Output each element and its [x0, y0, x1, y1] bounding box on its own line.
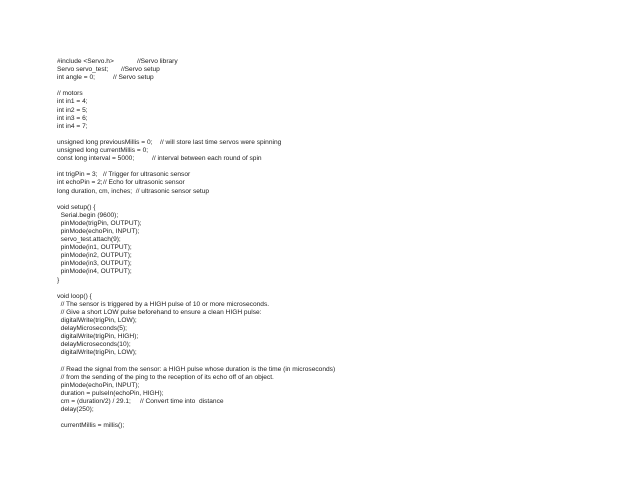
code-line [57, 115, 617, 123]
code-text: pinMode(echoPin, INPUT); [57, 227, 140, 235]
code-line [57, 66, 617, 74]
code-line [57, 398, 617, 406]
code-text: digitalWrite(trigPin, HIGH); [57, 333, 139, 341]
code-comment: // Echo for ultrasonic sensor [103, 179, 185, 187]
code-line [57, 366, 617, 374]
code-line [57, 406, 617, 414]
code-line [57, 317, 617, 325]
code-line [57, 414, 617, 422]
code-line [57, 268, 617, 276]
code-listing [57, 58, 617, 430]
code-comment: //Servo library [137, 58, 178, 65]
code-line [57, 349, 617, 357]
code-line [57, 244, 617, 252]
code-comment: // will store last time servos were spinning [160, 138, 282, 146]
code-line [57, 333, 617, 341]
code-comment: // Trigger for ultrasonic sensor [103, 171, 191, 179]
code-text: currentMillis = millis(); [57, 422, 125, 430]
code-text: // motors [57, 90, 83, 98]
code-line [57, 98, 617, 106]
code-text: unsigned long previousMillis = 0; [57, 138, 153, 146]
code-text: int in2 = 5; [57, 106, 88, 114]
code-line [57, 422, 617, 430]
code-text: void setup() { [57, 203, 96, 211]
code-text: int in4 = 7; [57, 122, 88, 130]
code-line [57, 220, 617, 228]
code-line [57, 374, 617, 382]
code-text: } [57, 276, 60, 284]
code-line [57, 82, 617, 90]
code-text: pinMode(in2, OUTPUT); [57, 252, 132, 260]
code-text: digitalWrite(trigPin, LOW); [57, 317, 137, 324]
code-comment: // Servo setup [113, 74, 154, 82]
code-line [57, 196, 617, 204]
code-line [57, 58, 617, 66]
code-line [57, 382, 617, 390]
code-line [57, 260, 617, 268]
code-line [57, 236, 617, 244]
code-line [57, 357, 617, 365]
code-text: // Read the signal from the sensor: a HIGH pulse whose duration is the time (in microseconds) [57, 365, 336, 373]
code-line [57, 179, 617, 187]
code-text: Serial.begin (9600); [57, 211, 119, 219]
code-text: const long interval = 5000; [57, 155, 135, 163]
code-line [57, 131, 617, 139]
code-text: int trigPin = 3; [57, 171, 98, 179]
code-line [57, 285, 617, 293]
code-text: #include <Servo.h> [57, 58, 114, 65]
code-text: // The sensor is triggered by a HIGH pulse of 10 or more microseconds. [57, 300, 270, 308]
code-comment: // interval between each round of spin [152, 155, 262, 163]
code-text: // Give a short LOW pulse beforehand to ensure a clean HIGH pulse: [57, 308, 262, 316]
code-text: // from the sending of the ping to the reception of its echo off of an object. [57, 373, 274, 381]
code-line [57, 188, 617, 196]
code-text: int in3 = 6; [57, 114, 88, 122]
code-text: int in1 = 4; [57, 98, 88, 106]
code-comment: //Servo setup [121, 66, 160, 74]
code-line [57, 252, 617, 260]
code-text: Servo servo_test; [57, 66, 109, 74]
code-text: pinMode(in1, OUTPUT); [57, 244, 132, 252]
code-text: unsigned long currentMillis = 0; [57, 147, 149, 155]
code-text: long duration, cm, inches; // ultrasonic sensor setup [57, 187, 210, 195]
code-line [57, 293, 617, 301]
code-text: pinMode(echoPin, INPUT); [57, 381, 140, 389]
code-text: delay(250); [57, 406, 94, 414]
code-line [57, 301, 617, 309]
code-line [57, 341, 617, 349]
code-line [57, 204, 617, 212]
code-line [57, 277, 617, 285]
code-line [57, 74, 617, 82]
code-text: pinMode(in3, OUTPUT); [57, 260, 132, 268]
code-text: pinMode(trigPin, OUTPUT); [57, 219, 142, 227]
code-text: digitalWrite(trigPin, LOW); [57, 349, 137, 357]
code-text: void loop() { [57, 292, 92, 300]
code-line [57, 139, 617, 147]
code-line [57, 390, 617, 398]
code-line [57, 90, 617, 98]
code-text: servo_test.attach(9); [57, 236, 121, 244]
code-text: int angle = 0; [57, 74, 95, 82]
code-line [57, 155, 617, 163]
code-line [57, 171, 617, 179]
code-text: duration = pulseIn(echoPin, HIGH); [57, 389, 164, 397]
code-line [57, 163, 617, 171]
code-line [57, 123, 617, 131]
code-line [57, 228, 617, 236]
code-line [57, 212, 617, 220]
code-line [57, 309, 617, 317]
code-text: delayMicroseconds(5); [57, 325, 127, 333]
code-text: pinMode(in4, OUTPUT); [57, 268, 132, 276]
code-text: int echoPin = 2; [57, 179, 103, 187]
code-line [57, 147, 617, 155]
code-text: cm = (duration/2) / 29.1; // Convert time into distance [57, 397, 224, 405]
code-line [57, 107, 617, 115]
code-text: delayMicroseconds(10); [57, 341, 131, 349]
code-line [57, 325, 617, 333]
